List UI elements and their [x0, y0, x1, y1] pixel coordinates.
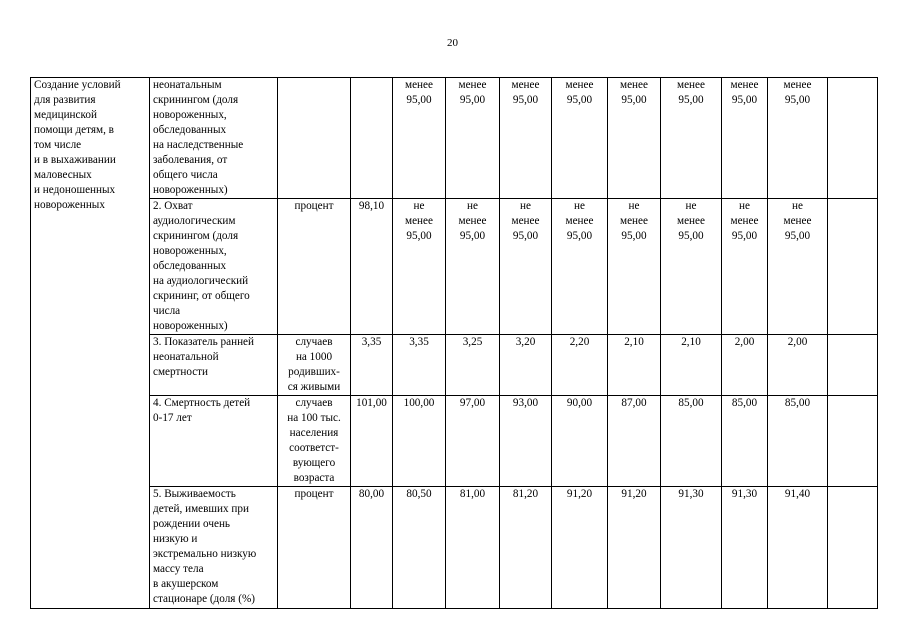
unit-of-measure-cell: [278, 78, 351, 199]
target-value: 3,25: [462, 336, 483, 348]
target-value-cell: [552, 396, 608, 487]
table-row: [31, 199, 878, 335]
base-value-cell: [351, 78, 393, 199]
base-value-cell: [351, 487, 393, 609]
empty-cell: [828, 199, 878, 335]
target-value: 80,50: [406, 488, 432, 500]
target-value: 90,00: [566, 397, 593, 409]
target-value: 91,30: [731, 488, 758, 500]
target-value-cell: [500, 78, 552, 199]
target-value: 3,20: [515, 336, 536, 348]
target-value-cell: [552, 335, 608, 396]
unit-of-measure: случаев на 100 тыс. населения соответст- вующего возраста: [287, 397, 341, 484]
indicator-name: 2. Охват аудиологическим скринингом (доля новороженных, обследованных на аудиологический скрининг, от общего числа новороженных): [153, 200, 250, 332]
target-value-cell: [393, 199, 446, 335]
base-value: 98,10: [358, 200, 385, 212]
target-value-cell: [500, 396, 552, 487]
target-value: не менее 95,00: [458, 200, 487, 242]
target-value: не менее 95,00: [620, 200, 648, 242]
target-value: 85,00: [784, 397, 811, 409]
target-value: менее 95,00: [405, 79, 433, 106]
unit-of-measure-cell: [278, 396, 351, 487]
target-value-cell: [446, 487, 500, 609]
empty-cell: [828, 78, 878, 199]
indicator-name: 3. Показатель ранней неонатальной смертности: [153, 336, 255, 378]
target-value: 91,20: [566, 488, 593, 500]
target-value: 91,20: [621, 488, 647, 500]
target-value-cell: [608, 78, 661, 199]
target-value-cell: [446, 335, 500, 396]
target-value: 2,00: [787, 336, 808, 348]
target-value: 85,00: [731, 397, 758, 409]
target-value: не менее 95,00: [405, 200, 433, 242]
base-value-cell: [351, 199, 393, 335]
target-value-cell: [552, 199, 608, 335]
unit-of-measure: процент: [294, 200, 334, 212]
target-value: не менее 95,00: [730, 200, 759, 242]
target-value: менее 95,00: [783, 79, 812, 106]
target-value-cell: [661, 396, 722, 487]
target-value: менее 95,00: [458, 79, 487, 106]
target-value-cell: [768, 396, 828, 487]
unit-of-measure-cell: [278, 335, 351, 396]
base-value: 3,35: [361, 336, 382, 348]
indicator-name: 4. Смертность детей 0-17 лет: [153, 397, 251, 424]
indicator-name: 5. Выживаемость детей, имевших при рождении очень низкую и экстремально низкую массу тела в акушерском стационаре (доля (%): [153, 488, 257, 605]
page-number: 20: [447, 37, 458, 49]
target-value-cell: [722, 487, 768, 609]
target-value: не менее 95,00: [565, 200, 594, 242]
base-value: 80,00: [358, 488, 385, 500]
target-value: 85,00: [678, 397, 704, 409]
target-value: 87,00: [621, 397, 647, 409]
empty-cell: [828, 487, 878, 609]
target-value-cell: [552, 78, 608, 199]
target-value-cell: [393, 335, 446, 396]
target-value-cell: [446, 78, 500, 199]
base-value-cell: [351, 396, 393, 487]
target-value-cell: [768, 487, 828, 609]
target-value: 93,00: [512, 397, 539, 409]
target-value: менее 95,00: [565, 79, 594, 106]
target-value-cell: [661, 335, 722, 396]
unit-of-measure-cell: [278, 487, 351, 609]
empty-cell: [828, 335, 878, 396]
target-value-cell: [661, 78, 722, 199]
target-value: 91,30: [678, 488, 704, 500]
target-value-cell: [393, 78, 446, 199]
table-row: [31, 487, 878, 609]
indicator-name-cell: [150, 335, 278, 396]
target-value-cell: [768, 335, 828, 396]
target-value-cell: [722, 78, 768, 199]
indicator-name-cell: [150, 396, 278, 487]
target-value: не менее 95,00: [677, 200, 705, 242]
target-value: 2,10: [624, 336, 644, 348]
target-value: 81,00: [459, 488, 486, 500]
target-value: 100,00: [403, 397, 435, 409]
target-value-cell: [661, 487, 722, 609]
indicator-name-cell: [150, 78, 278, 199]
table-row: [31, 78, 878, 199]
target-value-cell: [722, 199, 768, 335]
target-value-cell: [608, 335, 661, 396]
base-value: 101,00: [356, 397, 387, 409]
indicators-table: [30, 77, 878, 609]
target-value-cell: [500, 335, 552, 396]
target-value: 3,35: [409, 336, 429, 348]
target-value-cell: [608, 487, 661, 609]
target-value-cell: [608, 199, 661, 335]
target-value: менее 95,00: [620, 79, 648, 106]
target-value-cell: [722, 396, 768, 487]
target-value-cell: [722, 335, 768, 396]
section-title-cell: [31, 78, 150, 609]
target-value-cell: [552, 487, 608, 609]
table-row: [31, 396, 878, 487]
target-value: менее 95,00: [730, 79, 759, 106]
indicator-name-cell: [150, 487, 278, 609]
target-value: 81,20: [512, 488, 539, 500]
target-value-cell: [768, 199, 828, 335]
target-value-cell: [768, 78, 828, 199]
target-value-cell: [500, 199, 552, 335]
indicator-name: неонатальным скринингом (доля новороженных, обследованных на наследственные заболевания, от общего числа новороженных): [153, 79, 244, 196]
target-value-cell: [393, 396, 446, 487]
target-value: менее 95,00: [677, 79, 705, 106]
section-title: Создание условий для развития медицинской помощи детям, в том числе и в выхаживании маловесных и недоношенных новороженных: [34, 79, 121, 211]
target-value-cell: [661, 199, 722, 335]
target-value: 91,40: [784, 488, 811, 500]
target-value: менее 95,00: [511, 79, 540, 106]
target-value-cell: [446, 396, 500, 487]
base-value-cell: [351, 335, 393, 396]
indicator-name-cell: [150, 199, 278, 335]
target-value-cell: [500, 487, 552, 609]
unit-of-measure: случаев на 1000 родивших- ся живыми: [287, 336, 341, 393]
target-value: 2,10: [681, 336, 701, 348]
target-value-cell: [446, 199, 500, 335]
target-value: не менее 95,00: [783, 200, 812, 242]
unit-of-measure: процент: [294, 488, 334, 500]
target-value-cell: [608, 396, 661, 487]
empty-cell: [828, 396, 878, 487]
target-value: 2,00: [734, 336, 755, 348]
table-row: [31, 335, 878, 396]
target-value: 2,20: [569, 336, 590, 348]
unit-of-measure-cell: [278, 199, 351, 335]
target-value: 97,00: [459, 397, 486, 409]
target-value-cell: [393, 487, 446, 609]
target-value: не менее 95,00: [511, 200, 540, 242]
